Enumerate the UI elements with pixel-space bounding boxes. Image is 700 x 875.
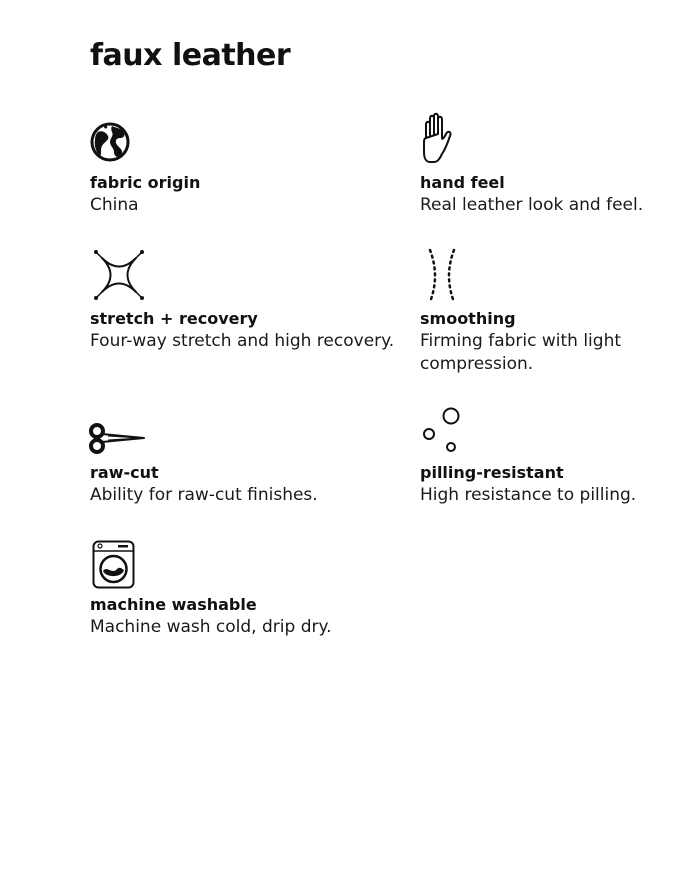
feature-fabric-origin <box>90 118 390 228</box>
feature-label: hand feel <box>420 173 505 192</box>
feature-machine-washable <box>90 540 390 650</box>
globe-icon <box>90 120 130 164</box>
hand-icon <box>420 112 454 166</box>
feature-label: smoothing <box>420 309 516 328</box>
feature-label: raw-cut <box>90 463 159 482</box>
stretch-arrows-icon <box>92 248 146 302</box>
washing-machine-icon <box>92 540 136 590</box>
bubbles-icon <box>420 406 464 454</box>
feature-raw-cut <box>88 420 388 520</box>
feature-label: stretch + recovery <box>90 309 258 328</box>
page-title: faux leather <box>90 38 291 73</box>
feature-description: Machine wash cold, drip dry. <box>90 617 332 637</box>
feature-pilling-resistant <box>420 406 700 516</box>
feature-label: pilling-resistant <box>420 463 564 482</box>
feature-hand-feel <box>420 112 700 228</box>
feature-label: machine washable <box>90 595 257 614</box>
scissors-icon <box>88 420 148 456</box>
feature-stretch-recovery <box>90 248 395 358</box>
feature-smoothing <box>420 248 700 388</box>
feature-description: Four-way stretch and high recovery. <box>90 331 395 351</box>
feature-description: Firming fabric with light compression. <box>420 331 622 374</box>
feature-description: High resistance to pilling. <box>420 485 637 505</box>
feature-label: fabric origin <box>90 173 201 192</box>
feature-description: China <box>90 195 139 215</box>
feature-description: Real leather look and feel. <box>420 195 644 215</box>
feature-description: Ability for raw-cut finishes. <box>90 485 318 505</box>
smoothing-curves-icon <box>424 248 464 304</box>
